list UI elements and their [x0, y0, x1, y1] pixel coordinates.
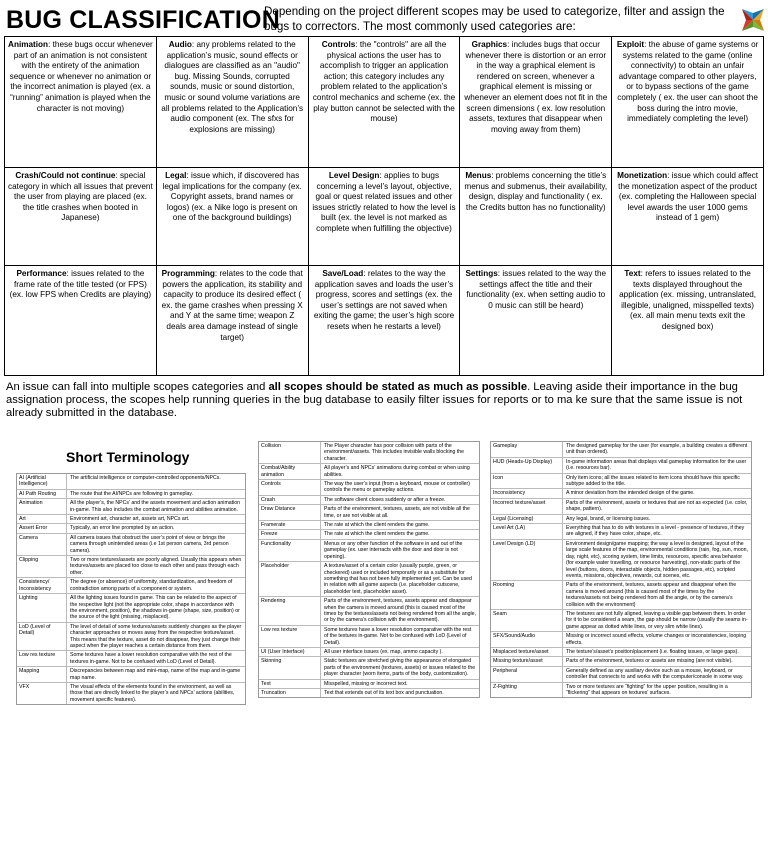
- terminology-table-3: [490, 441, 752, 698]
- term-row: [17, 524, 245, 533]
- scope-cell: [460, 266, 612, 376]
- scope-cell: [460, 168, 612, 266]
- term-definition: The visual effects of the elements found in the environment, as well as those that are directly linked to the player’s and NPCs’ actions (abilities, movement specific features).: [70, 683, 235, 703]
- term-definition: The texture’s/asset’s position/placement (i.e. floating issues, or large gaps).: [566, 648, 739, 655]
- term-definition: Some textures have a lower resolution comparative with the rest of the textures in-game. Not to be confused with LoD (Level of Detail).: [324, 626, 472, 646]
- term-row: [17, 499, 245, 515]
- term-definition: Missing or incorrect sound effects, volume changes or inconsistencies, looping effects.: [566, 633, 747, 646]
- term-name: UI (User Interface): [259, 648, 321, 656]
- scope-grid: [4, 36, 764, 376]
- scope-note-paragraph: [6, 381, 764, 421]
- term-row: [17, 578, 245, 594]
- term-definition: All player’s and NPCs’ animations during combat or when using abilities.: [324, 465, 470, 478]
- terminology-title: Short Terminology: [66, 449, 190, 465]
- scope-description: : the abuse of game systems or systems related to the game (online connectivity) to obtain an unfair advantage compared to other players, or to bypass sections of the game completely ( ex. the user can shoot the boss during the intro movie, immediately completing the level): [617, 40, 759, 124]
- term-row: [259, 530, 479, 539]
- term-row: [17, 534, 245, 556]
- scope-description: : applies to bugs concerning a level’s layout, objective, goal or quest related issues and other issues strictly related to how the level is built (ex. the level is not marked as complete when fulfilling the objective): [312, 171, 456, 233]
- scope-name: Legal: [165, 171, 187, 180]
- term-name: Seam: [491, 610, 563, 631]
- term-name: Framerate: [259, 521, 321, 529]
- scope-name: Performance: [16, 269, 67, 278]
- scope-cell: [612, 168, 764, 266]
- scope-cell: [612, 266, 764, 376]
- term-definition: Environment design/game mapping; the way a level is designed, layout of the large scale features of the map, environmental conditions (rain, fog, sun, moon, day, night, etc), scoring system, time limits, resources, specific area behavior (for example water travelling, or resource harvesting), non-static parts of the level (buttons, doors, interactable objects, hidden passages, etc), scripted events, missions, objectives, rewards, cut scenes, etc.: [566, 540, 748, 579]
- term-name: Rendering: [259, 597, 321, 625]
- term-name: Level Design (LD): [491, 540, 563, 580]
- scope-description: : issue which, if discovered has legal implications for the company (ex. Copyright assets, brand names or logos) (ex. a Nike logo is present on one of the background buildings): [162, 171, 302, 223]
- term-row: [17, 623, 245, 652]
- scope-name: Save/Load: [322, 269, 364, 278]
- scope-cell: [156, 266, 308, 376]
- term-name: Gameplay: [491, 442, 563, 457]
- term-definition: Parts of the environment, textures, assets appear and disappear when the camera is moved around (this is caused most of the times by the textures/assets not being rendered from all the angle, or by the camera’s collision with the environment).: [324, 598, 476, 624]
- term-definition: Typically, an error line prompted by an action.: [70, 525, 175, 532]
- term-definition: Parts of the environment, assets or textures that are not as expected (i.e. color, shape, pattern).: [566, 499, 748, 513]
- term-name: Draw Distance: [259, 505, 321, 520]
- term-name: VFX: [17, 683, 67, 704]
- term-name: Skinning: [259, 657, 321, 678]
- scope-description: : issue which could affect the monetization aspect of the product (ex. completing the Halloween special level awards the user 1000 gems instead of 1 gem): [618, 171, 759, 223]
- term-definition: Static textures are stretched giving the appearance of elongated parts of the environment (textures, assets) or issues related to the player character (worn items, parts of the body, customization).: [324, 658, 476, 678]
- scope-name: Text: [624, 269, 641, 278]
- scope-name: Exploit: [616, 40, 645, 49]
- term-name: Level Art (LA): [491, 524, 563, 539]
- term-definition: The degree (or absence) of uniformity, standardization, and freedom of contradiction among parts of a component or system.: [70, 579, 233, 592]
- term-definition: Text that extends out of its text box and punctuation.: [324, 690, 444, 696]
- term-row: [491, 648, 751, 657]
- term-row: [17, 594, 245, 623]
- term-definition: Parts of the environment, textures or assets are missing (are not visible).: [566, 658, 733, 665]
- term-name: Truncation: [259, 689, 321, 697]
- scope-cell: [5, 168, 157, 266]
- term-row: [259, 562, 479, 597]
- term-row: [259, 680, 479, 689]
- term-row: [17, 556, 245, 578]
- term-definition: The software client closes suddenly or after a freeze.: [324, 496, 446, 503]
- page-title: BUG CLASSIFICATION: [6, 6, 280, 34]
- scope-cell: [308, 266, 460, 376]
- term-row: [259, 442, 479, 464]
- term-row: [491, 499, 751, 515]
- term-row: [259, 480, 479, 496]
- scope-cell: [460, 37, 612, 168]
- term-name: Icon: [491, 474, 563, 489]
- term-row: [491, 667, 751, 683]
- term-definition: The textures are not fully aligned, leaving a visible gap between them. In order for it to be considered a seam, the gap should be narrow (usually the seams in-game appear as dotted white lines, or very slim white lines).: [566, 610, 748, 630]
- term-name: Collision: [259, 442, 321, 463]
- term-row: [259, 464, 479, 480]
- term-row: [491, 632, 751, 648]
- terminology-column-3: [490, 441, 752, 698]
- scope-description: : issues related to the way the settings affect the title and their functionality (ex. when setting audio to 0 music can still be heard): [466, 269, 607, 310]
- term-name: Legal (Licensing): [491, 515, 563, 523]
- term-definition: A minor deviation from the intended design of the game.: [566, 490, 695, 497]
- term-name: Art: [17, 515, 67, 523]
- term-definition: Menus or any other function of the software in and out of the gameplay (ex. user interracts with the door and door is not opening).: [324, 540, 463, 560]
- term-definition: Parts of the environment, textures, assets, are not visible all the time, or are not visible at all.: [324, 506, 470, 519]
- term-definition: Everything that has to do with textures in a level - presence of textures, if they are aligned, if they have color, shape, etc.: [566, 525, 745, 538]
- term-row: [491, 442, 751, 458]
- scope-cell: [156, 168, 308, 266]
- para-pre: An issue can fall into multiple scopes categories and: [6, 381, 269, 393]
- term-name: HUD (Heads-Up Display): [491, 458, 563, 473]
- term-name: AI (Artificial Intelligence): [17, 474, 67, 489]
- term-definition: Parts of the environment, textures, assets appear and disappear when the camera is moved around (this is caused most of the times by the textures/assets not being rendered from all the angle, or by the camera’s collision with the environment): [566, 582, 737, 608]
- term-definition: Generally defined as any auxiliary device such as a mouse, keyboard, or controller that connects to and works with the computer/console in some way.: [566, 667, 744, 681]
- scope-name: Monetization: [617, 171, 668, 180]
- scope-description: : refers to issues related to the texts displayed throughout the application (ex. missing, untranslated, illegible, unaligned, misspelled texts) (ex. all main menu texts exit the designed box): [619, 269, 757, 331]
- para-bold: all scopes should be stated as much as possible: [268, 381, 528, 393]
- term-definition: In-game information areas that displays vital gameplay information for the user (i.e. resources bar).: [566, 458, 747, 472]
- term-definition: Some textures have a lower resolution comparative with the rest of the textures in-game. Not to be confused with LoD (Level of Detail).: [70, 652, 232, 665]
- pinwheel-logo-icon: [740, 7, 766, 33]
- term-definition: A texture/asset of a certain color (usually purple, green, or checkered) used or included temporarily or as a substitute for something that has not been fully implemented yet. Can be used in relation with all game aspects (i.e. placeholder cutscene, placeholder text, placeholder asset).: [324, 563, 472, 595]
- scope-name: Graphics: [471, 40, 508, 49]
- term-row: [259, 689, 479, 697]
- term-definition: Two or more textures/assets are poorly aligned. Usually this appears when textures/assets are placed too close to each other and pass through each other.: [70, 557, 242, 576]
- term-row: [259, 657, 479, 679]
- term-name: Rooming: [491, 581, 563, 609]
- term-definition: The rate at which the client renders the game.: [324, 531, 430, 538]
- term-name: Mapping: [17, 667, 67, 682]
- term-definition: The level of detail of some textures/assets suddenly changes as the player character approaches or moves away from the respective texture/asset. This means that the texture, asset do not disappear, they just change their aspect when the player reaches a certain distance from them.: [70, 623, 242, 649]
- term-name: Camera: [17, 534, 67, 555]
- term-row: [491, 489, 751, 498]
- scope-name: Programming: [161, 269, 215, 278]
- term-definition: All the lighting issues found in game. This can be related to the aspect of the respective light (not the appropriate color, shape in accordance with the environment, position), the shadows in-game (shape, size, position) or the source of the light (missing, misplaced).: [70, 595, 240, 621]
- para-post: . Leaving aside their importance in the bug assignation process, the scopes help running queries in the bug database to easily filter issues for reports or to ma ke sure that the same issue is not already submitted in the database.: [6, 381, 743, 420]
- scope-cell: [5, 37, 157, 168]
- term-name: Peripheral: [491, 667, 563, 682]
- term-row: [259, 505, 479, 521]
- term-row: [259, 496, 479, 505]
- term-name: Animation: [17, 499, 67, 514]
- terminology-table-2: [258, 441, 480, 698]
- term-definition: The designed gameplay for the user (for example, a building creates a different unit than ordered).: [566, 443, 748, 456]
- scope-cell: [612, 37, 764, 168]
- term-name: Placeholder: [259, 562, 321, 596]
- term-name: Low res texture: [17, 651, 67, 666]
- terminology-column-1: [16, 473, 246, 705]
- term-row: [491, 581, 751, 610]
- term-definition: Environment art, character art, assets art, NPCs art.: [70, 516, 190, 523]
- term-definition: Discrepancies between map and mini-map, name of the map and in-game map name.: [70, 668, 241, 681]
- term-row: [259, 626, 479, 648]
- term-name: LoD (Level of Detail): [17, 623, 67, 651]
- term-definition: Any legal, brand, or licensing issues.: [566, 515, 651, 522]
- term-row: [17, 683, 245, 704]
- scope-description: : any problems related to the application’s music, sound effects or dialogues are classified as an "audio" bug. Missing Sounds, corrupted sounds, music or sound distortion, music or sound volume variations are all problems related to the Application’s audio component (ex. The sfxs for explosions are missing): [161, 40, 304, 134]
- term-row: [17, 651, 245, 667]
- term-row: [17, 515, 245, 524]
- scope-description: : the "controls" are all the physical actions the user has to accomplish to trigger an application action; this category includes any problem related to the application’s control mechanics and scheme (ex. the play button cannot be selected with the mouse): [312, 40, 456, 124]
- scope-cell: [156, 37, 308, 168]
- scope-cell: [308, 37, 460, 168]
- scope-name: Menus: [465, 171, 492, 180]
- scope-name: Audio: [168, 40, 192, 49]
- scope-description: : these bugs occur whenever part of an animation is not consistent with the entirety of the animation sequence or whenever no animation or the incorrect animation is played (ex. a “running” animation is played when the character is not moving): [9, 40, 153, 113]
- term-name: SFX/Sound/Audio: [491, 632, 563, 647]
- term-row: [17, 667, 245, 683]
- term-name: Missing texture/asset: [491, 657, 563, 665]
- term-name: Consistency/ Inconsistency: [17, 578, 67, 593]
- term-row: [491, 474, 751, 490]
- term-name: Text: [259, 680, 321, 688]
- term-name: Low res texture: [259, 626, 321, 647]
- scope-description: : issues related to the frame rate of the title tested (or FPS) (ex. low FPS when Credits are playing): [9, 269, 152, 300]
- term-name: Lighting: [17, 594, 67, 622]
- term-row: [491, 540, 751, 581]
- scope-description: : relates to the code that powers the application, its stability and capacity to produce its desired effect ( ex. the game crashes when pressing X and Y at the same time; weapon Z deals area damage instead of single target): [161, 269, 303, 342]
- header-description: Depending on the project different scopes may be used to categorize, filter and assign the bugs to correctors. The most commonly used categories are:: [264, 5, 725, 33]
- term-row: [259, 648, 479, 657]
- term-definition: All camera issues that obstruct the user’s point of view or brings the camera through unintended areas (i.e 1st person camera, 3rd person camera).: [70, 534, 229, 554]
- term-definition: The rate at which the client renders the game.: [324, 522, 430, 529]
- term-definition: Two or more textures are “fighting” for the upper position, resulting in a “flickering” that appears on textures’ surfaces.: [566, 683, 728, 696]
- term-row: [17, 490, 245, 499]
- term-row: [17, 474, 245, 490]
- term-definition: The way the user’s input (from a keyboard, mouse or controller) controls the menu or gameplay actions.: [324, 481, 470, 494]
- term-name: AI Path Routing: [17, 490, 67, 498]
- term-definition: Only item icons; all the issues related to item icons should have this specific subtype added to the title.: [566, 474, 740, 488]
- page-header: [6, 4, 762, 34]
- term-row: [491, 524, 751, 540]
- term-name: Functionality: [259, 540, 321, 561]
- term-name: Inconsistency: [491, 489, 563, 497]
- scope-name: Level Design: [328, 171, 380, 180]
- term-definition: All the player’s, the NPCs’ and the assets movement and action animation in-game. This also includes the combat animation and abilities animation.: [70, 500, 241, 513]
- term-name: Controls: [259, 480, 321, 495]
- term-row: [259, 521, 479, 530]
- term-name: Clipping: [17, 556, 67, 577]
- term-name: Freeze: [259, 530, 321, 538]
- term-name: Incorrect texture/asset: [491, 499, 563, 514]
- scope-name: Settings: [465, 269, 498, 278]
- scope-name: Crash/Could not continue: [15, 171, 116, 180]
- scope-description: : includes bugs that occur whenever there is distortion or an error in the way a graphical element is rendered on screen, whenever a graphical element is missing or whenever an element does not fit in the screen dimensions ( ex. low resolution assets, textures that disappear when moving away from them): [464, 40, 608, 134]
- term-name: Crash: [259, 496, 321, 504]
- scope-cell: [5, 266, 157, 376]
- scope-description: : special category in which all issues that prevent the user from playing are placed (ex. the title crashes when booted in Japanese): [8, 171, 153, 223]
- term-definition: The Player character has poor collision with parts of the environment/assets. This includes invisible walls blocking the character.: [324, 443, 465, 462]
- term-row: [259, 540, 479, 562]
- term-row: [491, 458, 751, 474]
- term-row: [491, 610, 751, 632]
- term-name: Assert Error: [17, 524, 67, 532]
- scope-description: : relates to the way the application saves and loads the user’s progress, scores and settings (ex. the user’s settings are not saved when exiting the game; the user’s high score resets when he restarts a level): [313, 269, 455, 331]
- term-row: [259, 597, 479, 626]
- terminology-table-1: [16, 473, 246, 705]
- term-name: Combat/Ability animation: [259, 464, 321, 479]
- term-definition: Misspelled, missing or incorrect text.: [324, 680, 408, 687]
- term-definition: The route that the AI/NPCs are following in gameplay.: [70, 490, 194, 497]
- term-definition: All user interface issues (ex. map, ammo capacity ).: [324, 648, 443, 655]
- term-row: [491, 683, 751, 698]
- term-row: [491, 657, 751, 666]
- scope-cell: [308, 168, 460, 266]
- scope-name: Animation: [8, 40, 49, 49]
- scope-description: : problems concerning the title’s menus and submenus, their availability, design, display and functionality ( ex. the Credits button has no functionality): [464, 171, 608, 212]
- terminology-column-2: [258, 441, 480, 698]
- term-row: [491, 515, 751, 524]
- term-name: Misplaced texture/asset: [491, 648, 563, 656]
- term-definition: The artificial intelligence or computer-controlled opponents/NPCs.: [70, 475, 221, 481]
- scope-name: Controls: [321, 40, 356, 49]
- term-name: Z-Fighting: [491, 683, 563, 698]
